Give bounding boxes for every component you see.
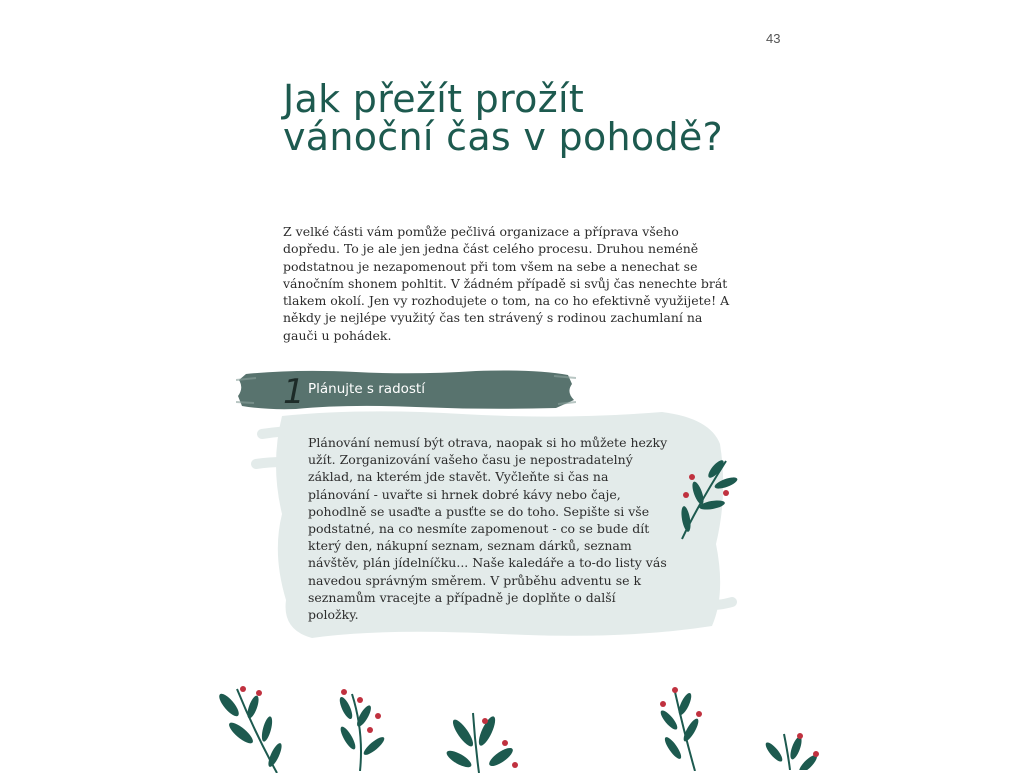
holly-sprig-icon	[215, 683, 295, 773]
section-body: Plánování nemusí být otrava, naopak si ho můžete hezky užít. Zorganizování vašeho času je nepostradatelný základ, na kterém jde stavět. Vyčleňte si čas na plánování - uvařte si hrnek dobré kávy nebo čaje, pohodlně se usaďte a pusťte se do toho. Sepište si vše podstatné, na co nesmíte zapomenout - co se bude dít který den, nákupní seznam, seznam dárků, seznam návštěv, plán jídelníčku... Naše kaledáře a to-do listy vás navedou správným směrem. V průběhu adventu se k seznamům vracejte a případně je doplňte o další položky.	[308, 435, 668, 623]
holly-sprig-icon	[330, 686, 400, 771]
holly-sprig-icon	[668, 455, 738, 545]
holly-sprig-icon	[655, 686, 725, 771]
holly-sprig-icon	[760, 730, 830, 770]
struck-word-text: přežít	[352, 77, 463, 121]
page-title	[283, 77, 724, 159]
section-number: 1	[283, 372, 305, 412]
title-prefix: Jak	[283, 77, 353, 121]
section-title: Plánujte s radostí	[308, 381, 425, 397]
intro-paragraph: Z velké části vám pomůže pečlivá organizace a příprava všeho dopředu. To je ale jen jedna část celého procesu. Druhou neméně podstatnou je nezapomenout při tom všem na sebe a nenechat se vánočním shonem pohltit. V žádném případě si svůj čas nenechte brát tlakem okolí. Jen vy rozhodujete o tom, na co ho efektivně využijete! A někdy je nejlépe využitý čas ten strávený s rodinou zachumlaní na gauči u pohádek.	[283, 224, 730, 343]
page-number: 43	[766, 31, 781, 46]
title-struck-word	[352, 77, 463, 121]
title-rest: prožít vánoční čas v pohodě?	[283, 77, 724, 159]
holly-sprig-icon	[445, 703, 525, 773]
